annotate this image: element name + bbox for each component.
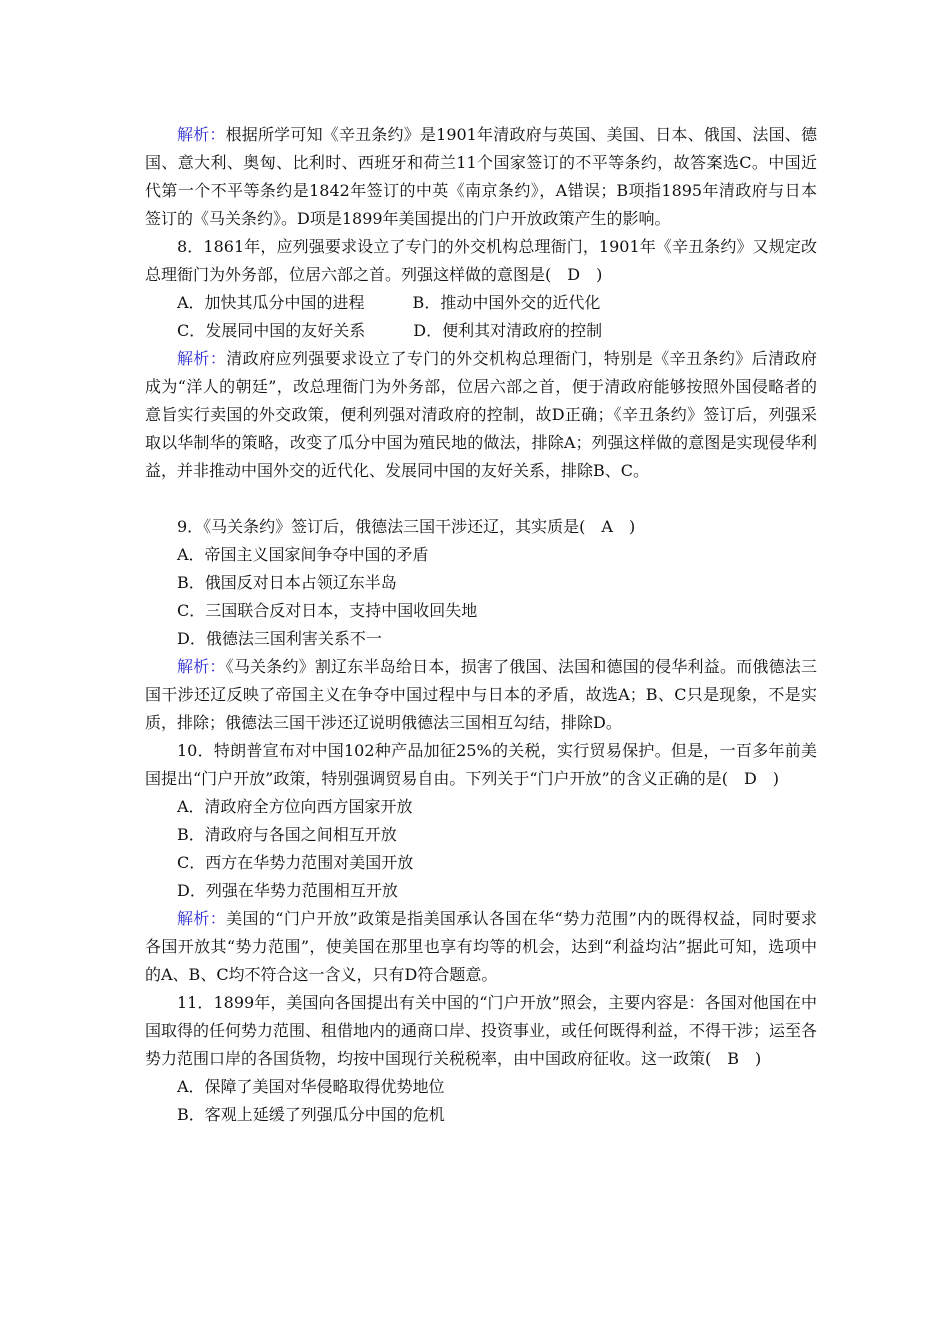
q9-option-d: D．俄德法三国利害关系不一	[177, 629, 382, 648]
analysis-label: 解析：	[177, 657, 226, 676]
analysis-text: 美国的“门户开放”政策是指美国承认各国在华“势力范围”内的既得权益，同时要求各国开放其“势力范围”，使美国在那里也享有均等的机会，达到“利益均沾”据此可知，选项中的A、B、C均不符合这一含义，只有D符合题意。	[145, 909, 817, 984]
document-body	[145, 121, 817, 1129]
q9-option-a: A．帝国主义国家间争夺中国的矛盾	[177, 545, 429, 564]
q10-stem: 10．特朗普宣布对中国102种产品加征25%的关税，实行贸易保护。但是，一百多年前美国提出“门户开放”政策，特别强调贸易自由。下列关于“门户开放”的含义正确的是( D )	[145, 741, 817, 788]
q10-option-a: A．清政府全方位向西方国家开放	[177, 797, 413, 816]
q11-option-a: A．保障了美国对华侵略取得优势地位	[177, 1077, 445, 1096]
q10-option-b: B．清政府与各国之间相互开放	[177, 825, 397, 844]
q9-stem: 9．《马关条约》签订后，俄德法三国干涉还辽，其实质是( A )	[177, 517, 636, 536]
q11-option-b: B．客观上延缓了列强瓜分中国的危机	[177, 1105, 445, 1124]
q10-option-d: D．列强在华势力范围相互开放	[177, 881, 398, 900]
analysis-text: 清政府应列强要求设立了专门的外交机构总理衙门，特别是《辛丑条约》后清政府成为“洋人的朝廷”，改总理衙门为外务部，位居六部之首，便于清政府能够按照外国侵略者的意旨实行卖国的外交政策，便利列强对清政府的控制，故D正确；《辛丑条约》签订后，列强采取以华制华的策略，改变了瓜分中国为殖民地的做法，排除A；列强这样做的意图是实现侵华利益，并非推动中国外交的近代化、发展同中国的友好关系，排除B、C。	[145, 349, 817, 480]
q10-analysis	[145, 905, 817, 989]
q10-option-c: C．西方在华势力范围对美国开放	[177, 853, 414, 872]
spacer	[145, 485, 817, 513]
analysis-text: 根据所学可知《辛丑条约》是1901年清政府与英国、美国、日本、俄国、法国、德国、意大利、奥匈、比利时、西班牙和荷兰11个国家签订的不平等条约，故答案选C。中国近代第一个不平等条约是1842年签订的中英《南京条约》，A错误；B项指1895年清政府与日本签订的《马关条约》。D项是1899年美国提出的门户开放政策产生的影响。	[145, 125, 817, 228]
q8-options-row-1: A．加快其瓜分中国的进程 B．推动中国外交的近代化	[177, 293, 601, 312]
q11-stem: 11．1899年，美国向各国提出有关中国的“门户开放”照会，主要内容是：各国对他国在中国取得的任何势力范围、租借地内的通商口岸、投资事业，或任何既得利益，不得干涉；运至各势力范围口岸的各国货物，均按中国现行关税税率，由中国政府征收。这一政策( B )	[145, 993, 818, 1068]
q8-analysis	[145, 345, 817, 485]
analysis-label: 解析：	[177, 125, 226, 144]
q9-analysis	[145, 653, 817, 737]
q8-stem: 8．1861年，应列强要求设立了专门的外交机构总理衙门，1901年《辛丑条约》又规定改总理衙门为外务部，位居六部之首。列强这样做的意图是( D )	[145, 237, 817, 284]
q9-option-c: C．三国联合反对日本，支持中国收回失地	[177, 601, 478, 620]
analysis-label: 解析：	[177, 909, 227, 928]
q8-options-row-2: C．发展同中国的友好关系 D．便利其对清政府的控制	[177, 321, 603, 340]
q9-option-b: B．俄国反对日本占领辽东半岛	[177, 573, 397, 592]
analysis-label: 解析：	[177, 349, 227, 368]
q7-analysis	[145, 121, 817, 233]
analysis-text: 《马关条约》割辽东半岛给日本，损害了俄国、法国和德国的侵华利益。而俄德法三国干涉还辽反映了帝国主义在争夺中国过程中与日本的矛盾，故选A；B、C只是现象，不是实质，排除；俄德法三国干涉还辽说明俄德法三国相互勾结，排除D。	[145, 657, 817, 732]
